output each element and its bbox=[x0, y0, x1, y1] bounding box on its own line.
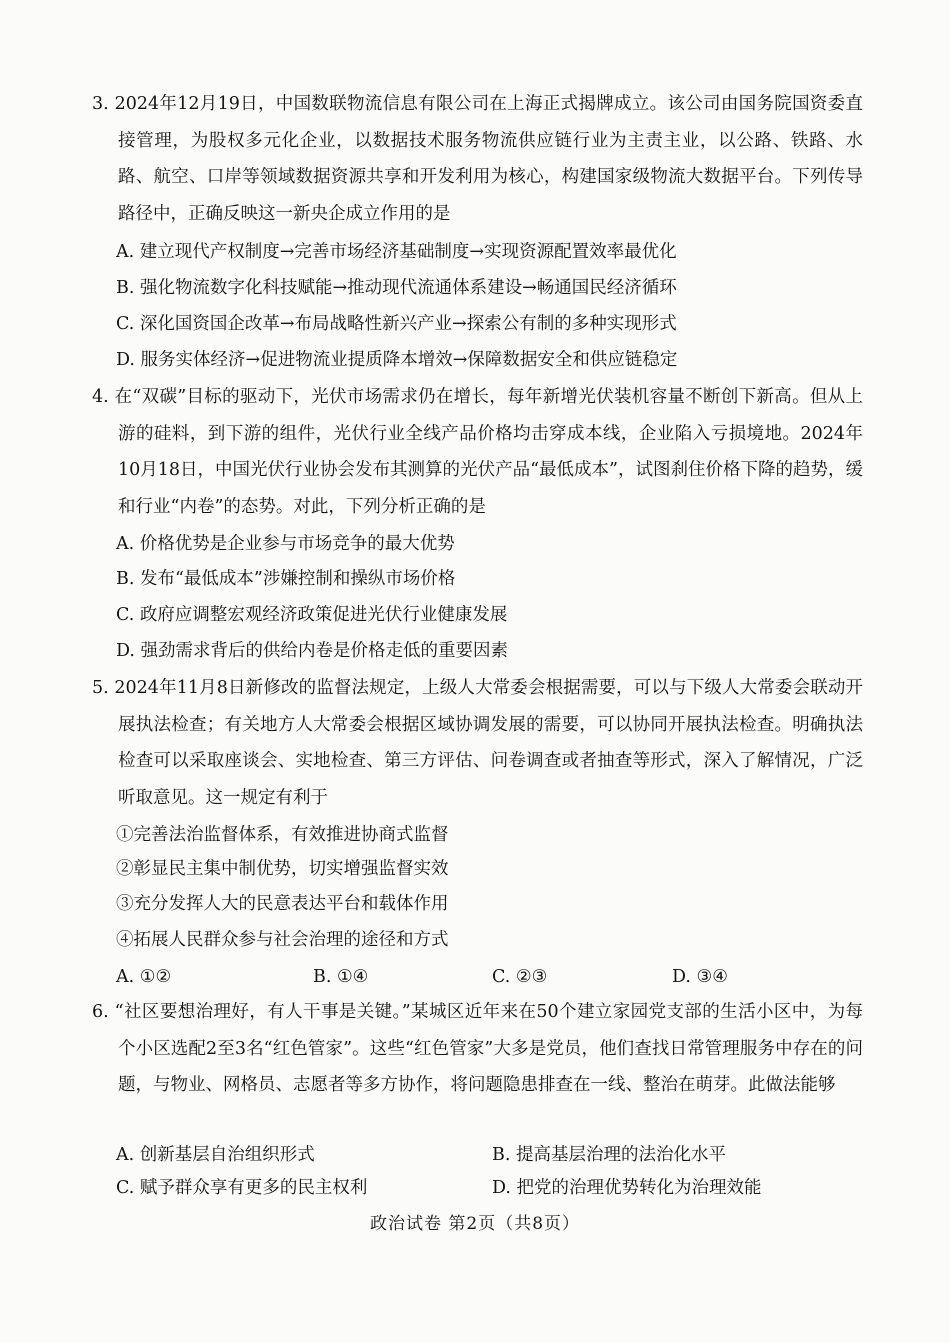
question-4 bbox=[0, 379, 950, 525]
question-5-statement-2: ②彰显民主集中制优势，切实增强监督实效 bbox=[116, 859, 449, 879]
question-6-option-c: C. 赋予群众享有更多的民主权利 bbox=[116, 1178, 368, 1198]
question-4-stem: 4. 在“双碳”目标的驱动下，光伏市场需求仍在增长，每年新增光伏装机容量不断创下新高。但从上游的硅料，到下游的组件，光伏行业全线产品价格均击穿成本线，企业陷入亏损境地。2024年10月18日，中国光伏行业协会发布其测算的光伏产品“最低成本”，试图刹住价格下降的趋势，缓和行业“内卷”的态势。对此，下列分析正确的是 bbox=[92, 387, 863, 517]
question-6-option-b: B. 提高基层治理的法治化水平 bbox=[492, 1145, 726, 1165]
question-3 bbox=[0, 86, 950, 232]
question-5-statement-3: ③充分发挥人大的民意表达平台和载体作用 bbox=[116, 894, 449, 914]
question-6-option-a: A. 创新基层自治组织形式 bbox=[116, 1145, 315, 1165]
question-3-option-b: B. 强化物流数字化科技赋能→推动现代流通体系建设→畅通国民经济循环 bbox=[116, 278, 677, 298]
question-4-option-a: A. 价格优势是企业参与市场竞争的最大优势 bbox=[116, 534, 455, 554]
question-4-option-b: B. 发布“最低成本”涉嫌控制和操纵市场价格 bbox=[116, 569, 456, 589]
question-3-option-c: C. 深化国资国企改革→布局战略性新兴产业→探索公有制的多种实现形式 bbox=[116, 314, 677, 334]
question-6-stem: 6. “社区要想治理好，有人干事是关键。”某城区近年来在50个建立家园党支部的生活小区中，为每个小区选配2至3名“红色管家”。这些“红色管家”大多是党员，他们查找日常管理服务中存在的问题，与物业、网格员、志愿者等多方协作，将问题隐患排查在一线、整治在萌芽。此做法能够 bbox=[92, 1002, 863, 1095]
page-footer: 政治试卷 第2页（共8页） bbox=[369, 1214, 581, 1234]
question-5-option-a: A. ①② bbox=[116, 967, 172, 987]
question-4-option-c: C. 政府应调整宏观经济政策促进光伏行业健康发展 bbox=[116, 605, 508, 625]
question-6 bbox=[0, 994, 950, 1104]
question-4-option-d: D. 强劲需求背后的供给内卷是价格走低的重要因素 bbox=[116, 641, 509, 661]
question-5-option-b: B. ①④ bbox=[313, 967, 369, 987]
question-5-option-c: C. ②③ bbox=[492, 967, 548, 987]
question-3-stem: 3. 2024年12月19日，中国数联物流信息有限公司在上海正式揭牌成立。该公司由国务院国资委直接管理，为股权多元化企业，以数据技术服务物流供应链行业为主责主业，以公路、铁路、水路、航空、口岸等领域数据资源共享和开发利用为核心，构建国家级物流大数据平台。下列传导路径中，正确反映这一新央企成立作用的是 bbox=[92, 94, 863, 224]
question-6-option-d: D. 把党的治理优势转化为治理效能 bbox=[492, 1178, 762, 1198]
question-5-statement-4: ④拓展人民群众参与社会治理的途径和方式 bbox=[116, 930, 449, 950]
question-3-option-d: D. 服务实体经济→促进物流业提质降本增效→保障数据安全和供应链稳定 bbox=[116, 350, 678, 370]
question-5 bbox=[0, 670, 950, 816]
question-3-option-a: A. 建立现代产权制度→完善市场经济基础制度→实现资源配置效率最优化 bbox=[116, 242, 677, 262]
question-5-stem: 5. 2024年11月8日新修改的监督法规定，上级人大常委会根据需要，可以与下级人大常委会联动开展执法检查；有关地方人大常委会根据区域协调发展的需要，可以协同开展执法检查。明确执法检查可以采取座谈会、实地检查、第三方评估、问卷调查或者抽查等形式，深入了解情况，广泛听取意见。这一规定有利于 bbox=[92, 678, 863, 808]
question-5-statement-1: ①完善法治监督体系，有效推进协商式监督 bbox=[116, 825, 449, 845]
question-5-option-d: D. ③④ bbox=[672, 967, 728, 987]
